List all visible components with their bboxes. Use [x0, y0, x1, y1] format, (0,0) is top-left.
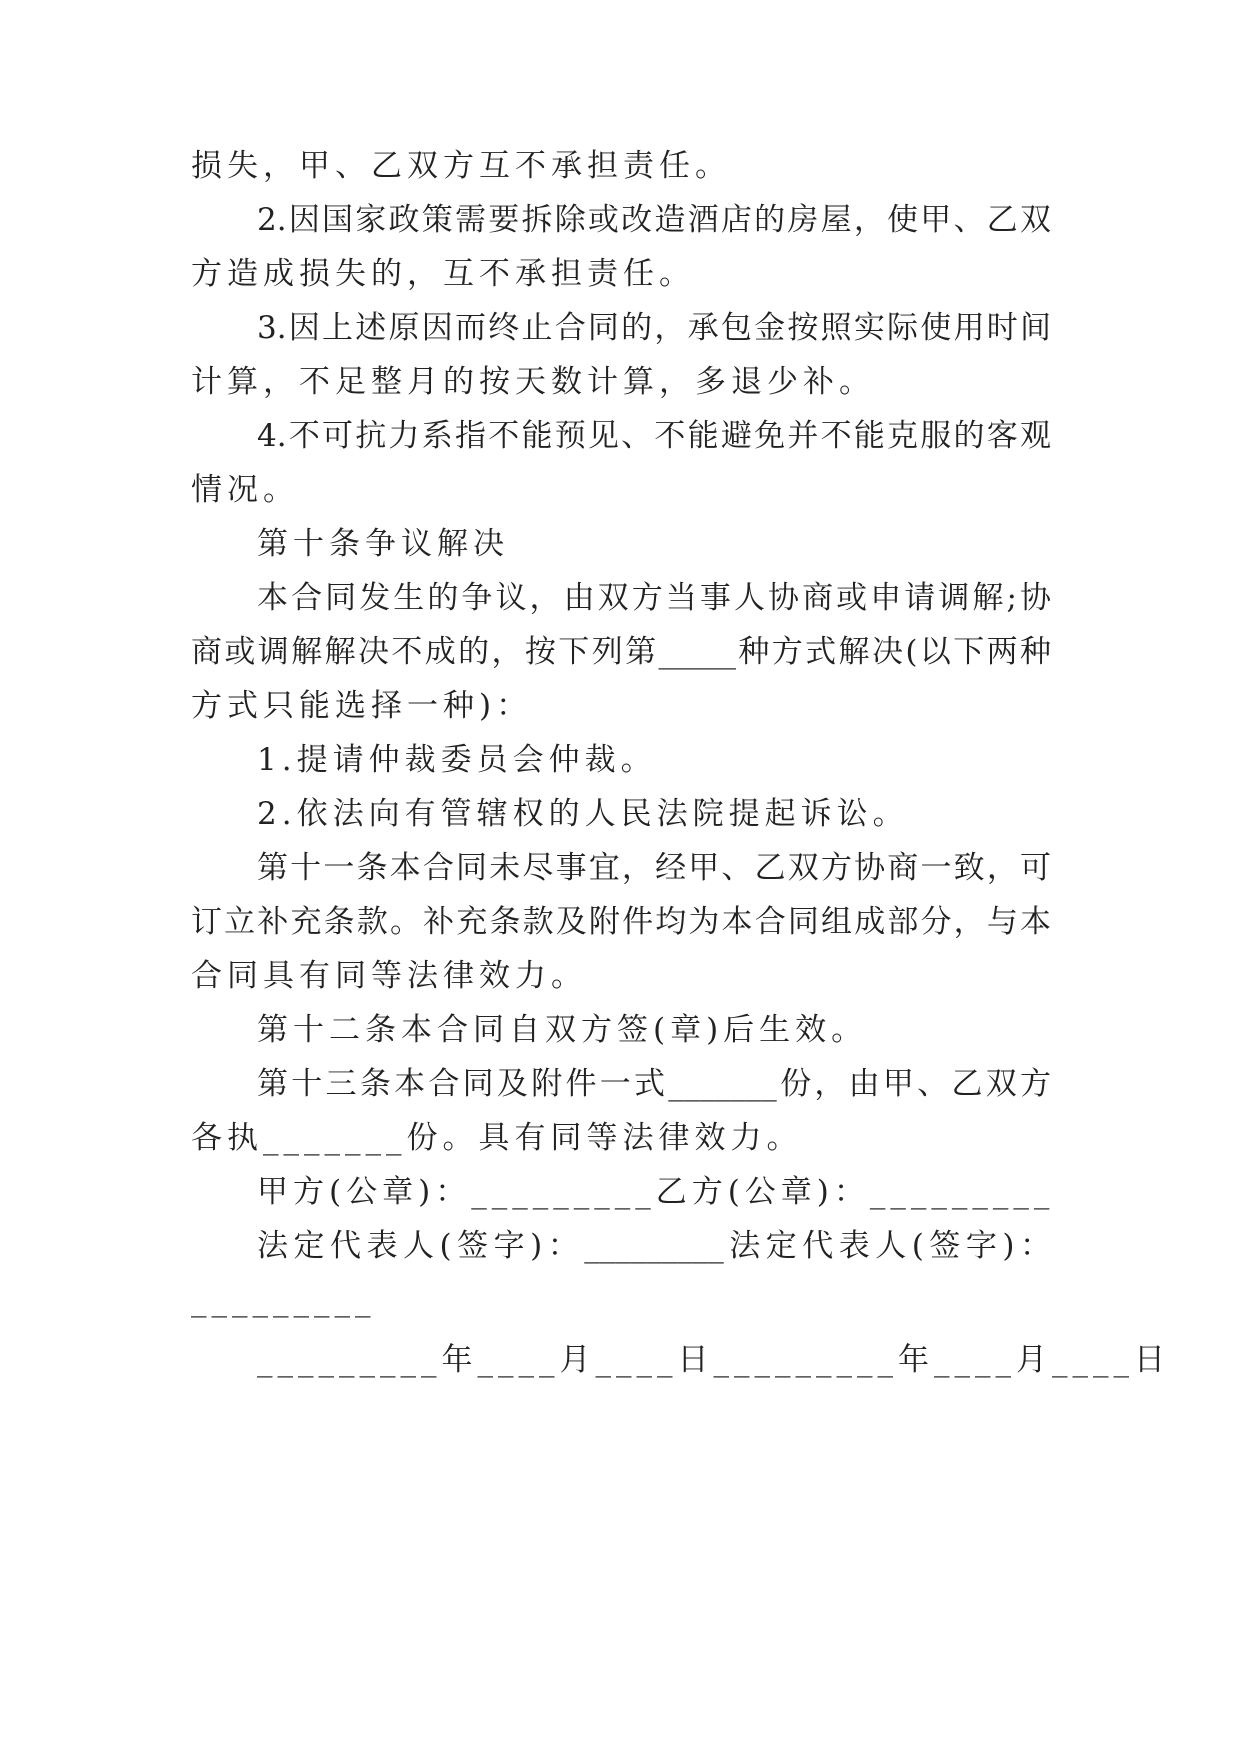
text-line-11: 方式只能选择一种)： — [191, 688, 533, 724]
party-seal-line: 甲方(公章)：_________乙方(公章)：_________ — [257, 1174, 1055, 1210]
text-line-2: 2.因国家政策需要拆除或改造酒店的房屋，使甲、乙双 — [257, 202, 1051, 238]
date-line: _________年____月____日_________年____月____日 — [257, 1342, 1170, 1378]
text-line-4: 3.因上述原因而终止合同的，承包金按照实际使用时间 — [257, 310, 1051, 346]
text-line-6: 4.不可抗力系指不能预见、不能避免并不能克服的客观 — [257, 418, 1051, 454]
signature-blank-line: _________ — [191, 1282, 376, 1318]
text-line-3: 方造成损失的，互不承担责任。 — [191, 256, 695, 292]
text-line-10: 商或调解解决不成的，按下列第_____种方式解决(以下两种 — [191, 634, 1051, 670]
text-line-14: 第十一条本合同未尽事宜，经甲、乙双方协商一致，可 — [257, 850, 1051, 886]
representative-signature-line: 法定代表人(签字)：_________法定代表人(签字)： — [257, 1228, 1051, 1264]
text-line-16: 合同具有同等法律效力。 — [191, 958, 587, 994]
text-line-17: 第十二条本合同自双方签(章)后生效。 — [257, 1012, 868, 1048]
text-line-5: 计算，不足整月的按天数计算，多退少补。 — [191, 364, 875, 400]
text-line-12: 1.提请仲裁委员会仲裁。 — [257, 742, 657, 778]
text-line-9: 本合同发生的争议，由双方当事人协商或申请调解;协 — [257, 580, 1051, 616]
text-line-15: 订立补充条款。补充条款及附件均为本合同组成部分，与本 — [191, 904, 1051, 940]
text-line-7: 情况。 — [191, 472, 299, 508]
text-line-13: 2.依法向有管辖权的人民法院提起诉讼。 — [257, 796, 909, 832]
text-line-1: 损失，甲、乙双方互不承担责任。 — [191, 148, 731, 184]
text-line-18: 第十三条本合同及附件一式_______份，由甲、乙双方 — [257, 1066, 1051, 1102]
section-heading-10: 第十条争议解决 — [257, 526, 509, 562]
text-line-19: 各执_______份。具有同等法律效力。 — [191, 1120, 803, 1156]
